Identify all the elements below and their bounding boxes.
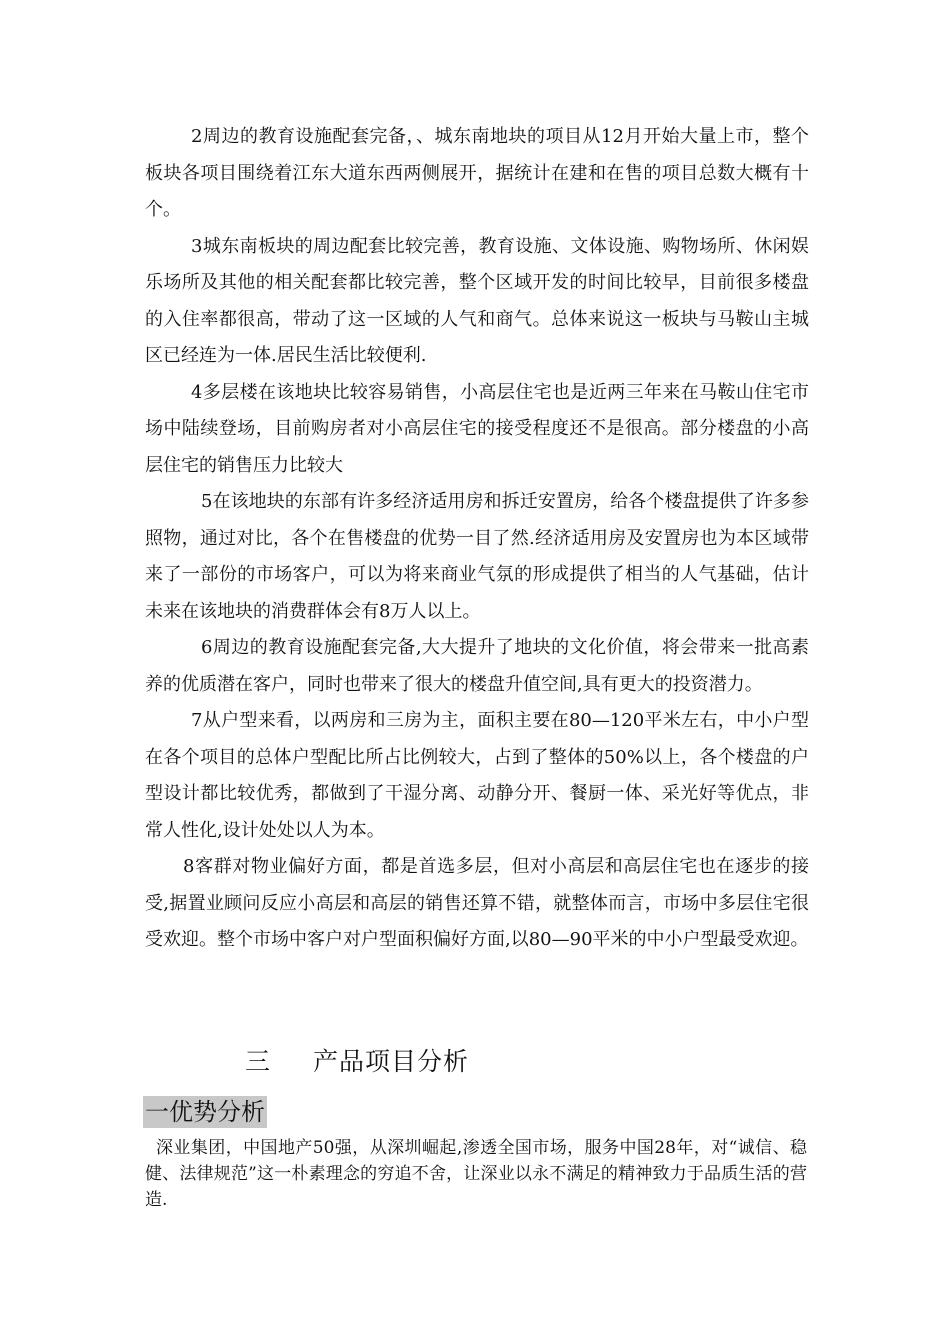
paragraph-2: 2周边的教育设施配套完备，、城东南地块的项目从12月开始大量上市，整个板块各项目围绕着江东大道东西两侧展开，据统计在建和在售的项目总数大概有十个。 xyxy=(145,126,809,220)
paragraph-5: 5在该地块的东部有许多经济适用房和拆迁安置房，给各个楼盘提供了许多参照物，通过对比，各个在售楼盘的优势一目了然.经济适用房及安置房也为本区域带来了一部份的市场客户，可以为将来商业气氛的形成提供了相当的人气基础，估计未来在该地块的消费群体会有8万人以上。 xyxy=(145,491,809,622)
section-heading xyxy=(245,1044,469,1080)
section-title: 产品项目分析 xyxy=(313,1047,470,1076)
paragraph-3: 3城东南板块的周边配套比较完善，教育设施、文体设施、购物场所、休闲娱乐场所及其他的相关配套都比较完善，整个区域开发的时间比较早，目前很多楼盘的入住率都很高，带动了这一区域的人气和商气。总体来说这一板块与马鞍山主城区已经连为一体.居民生活比较便利. xyxy=(145,235,809,366)
paragraph-6: 6周边的教育设施配套完备,大大提升了地块的文化价值，将会带来一批高素养的优质潜在客户，同时也带来了很大的楼盘升值空间,具有更大的投资潜力。 xyxy=(145,637,809,695)
paragraph-7: 7从户型来看，以两房和三房为主，面积主要在80—120平米左右，中小户型在各个项目的总体户型配比所占比例较大，占到了整体的50%以上，各个楼盘的户型设计都比较优秀，都做到了干湿分离、动静分开、餐厨一体、采光好等优点，非常人性化,设计处处以人为本。 xyxy=(145,710,809,841)
paragraph-4: 4多层楼在该地块比较容易销售，小高层住宅也是近两三年来在马鞍山住宅市场中陆续登场，目前购房者对小高层住宅的接受程度还不是很高。部分楼盘的小高层住宅的销售压力比较大 xyxy=(145,381,809,476)
paragraph-8: 8客群对物业偏好方面，都是首选多层，但对小高层和高层住宅也在逐步的接受,据置业顾问反应小高层和高层的销售还算不错，就整体而言，市场中多层住宅很受欢迎。整个市场中客户对户型面积偏好方面,以80—90平米的中小户型最受欢迎。 xyxy=(145,856,809,950)
subsection-heading: 一优势分析 xyxy=(145,1098,265,1126)
section-number: 三 xyxy=(245,1047,272,1076)
market-analysis-list xyxy=(145,119,809,959)
company-intro-paragraph: 深业集团，中国地产50强，从深圳崛起,渗透全国市场，服务中国28年，对“诚信、稳健、法律规范”这一朴素理念的穷追不舍，让深业以永不满足的精神致力于品质生活的营造. xyxy=(145,1138,807,1210)
